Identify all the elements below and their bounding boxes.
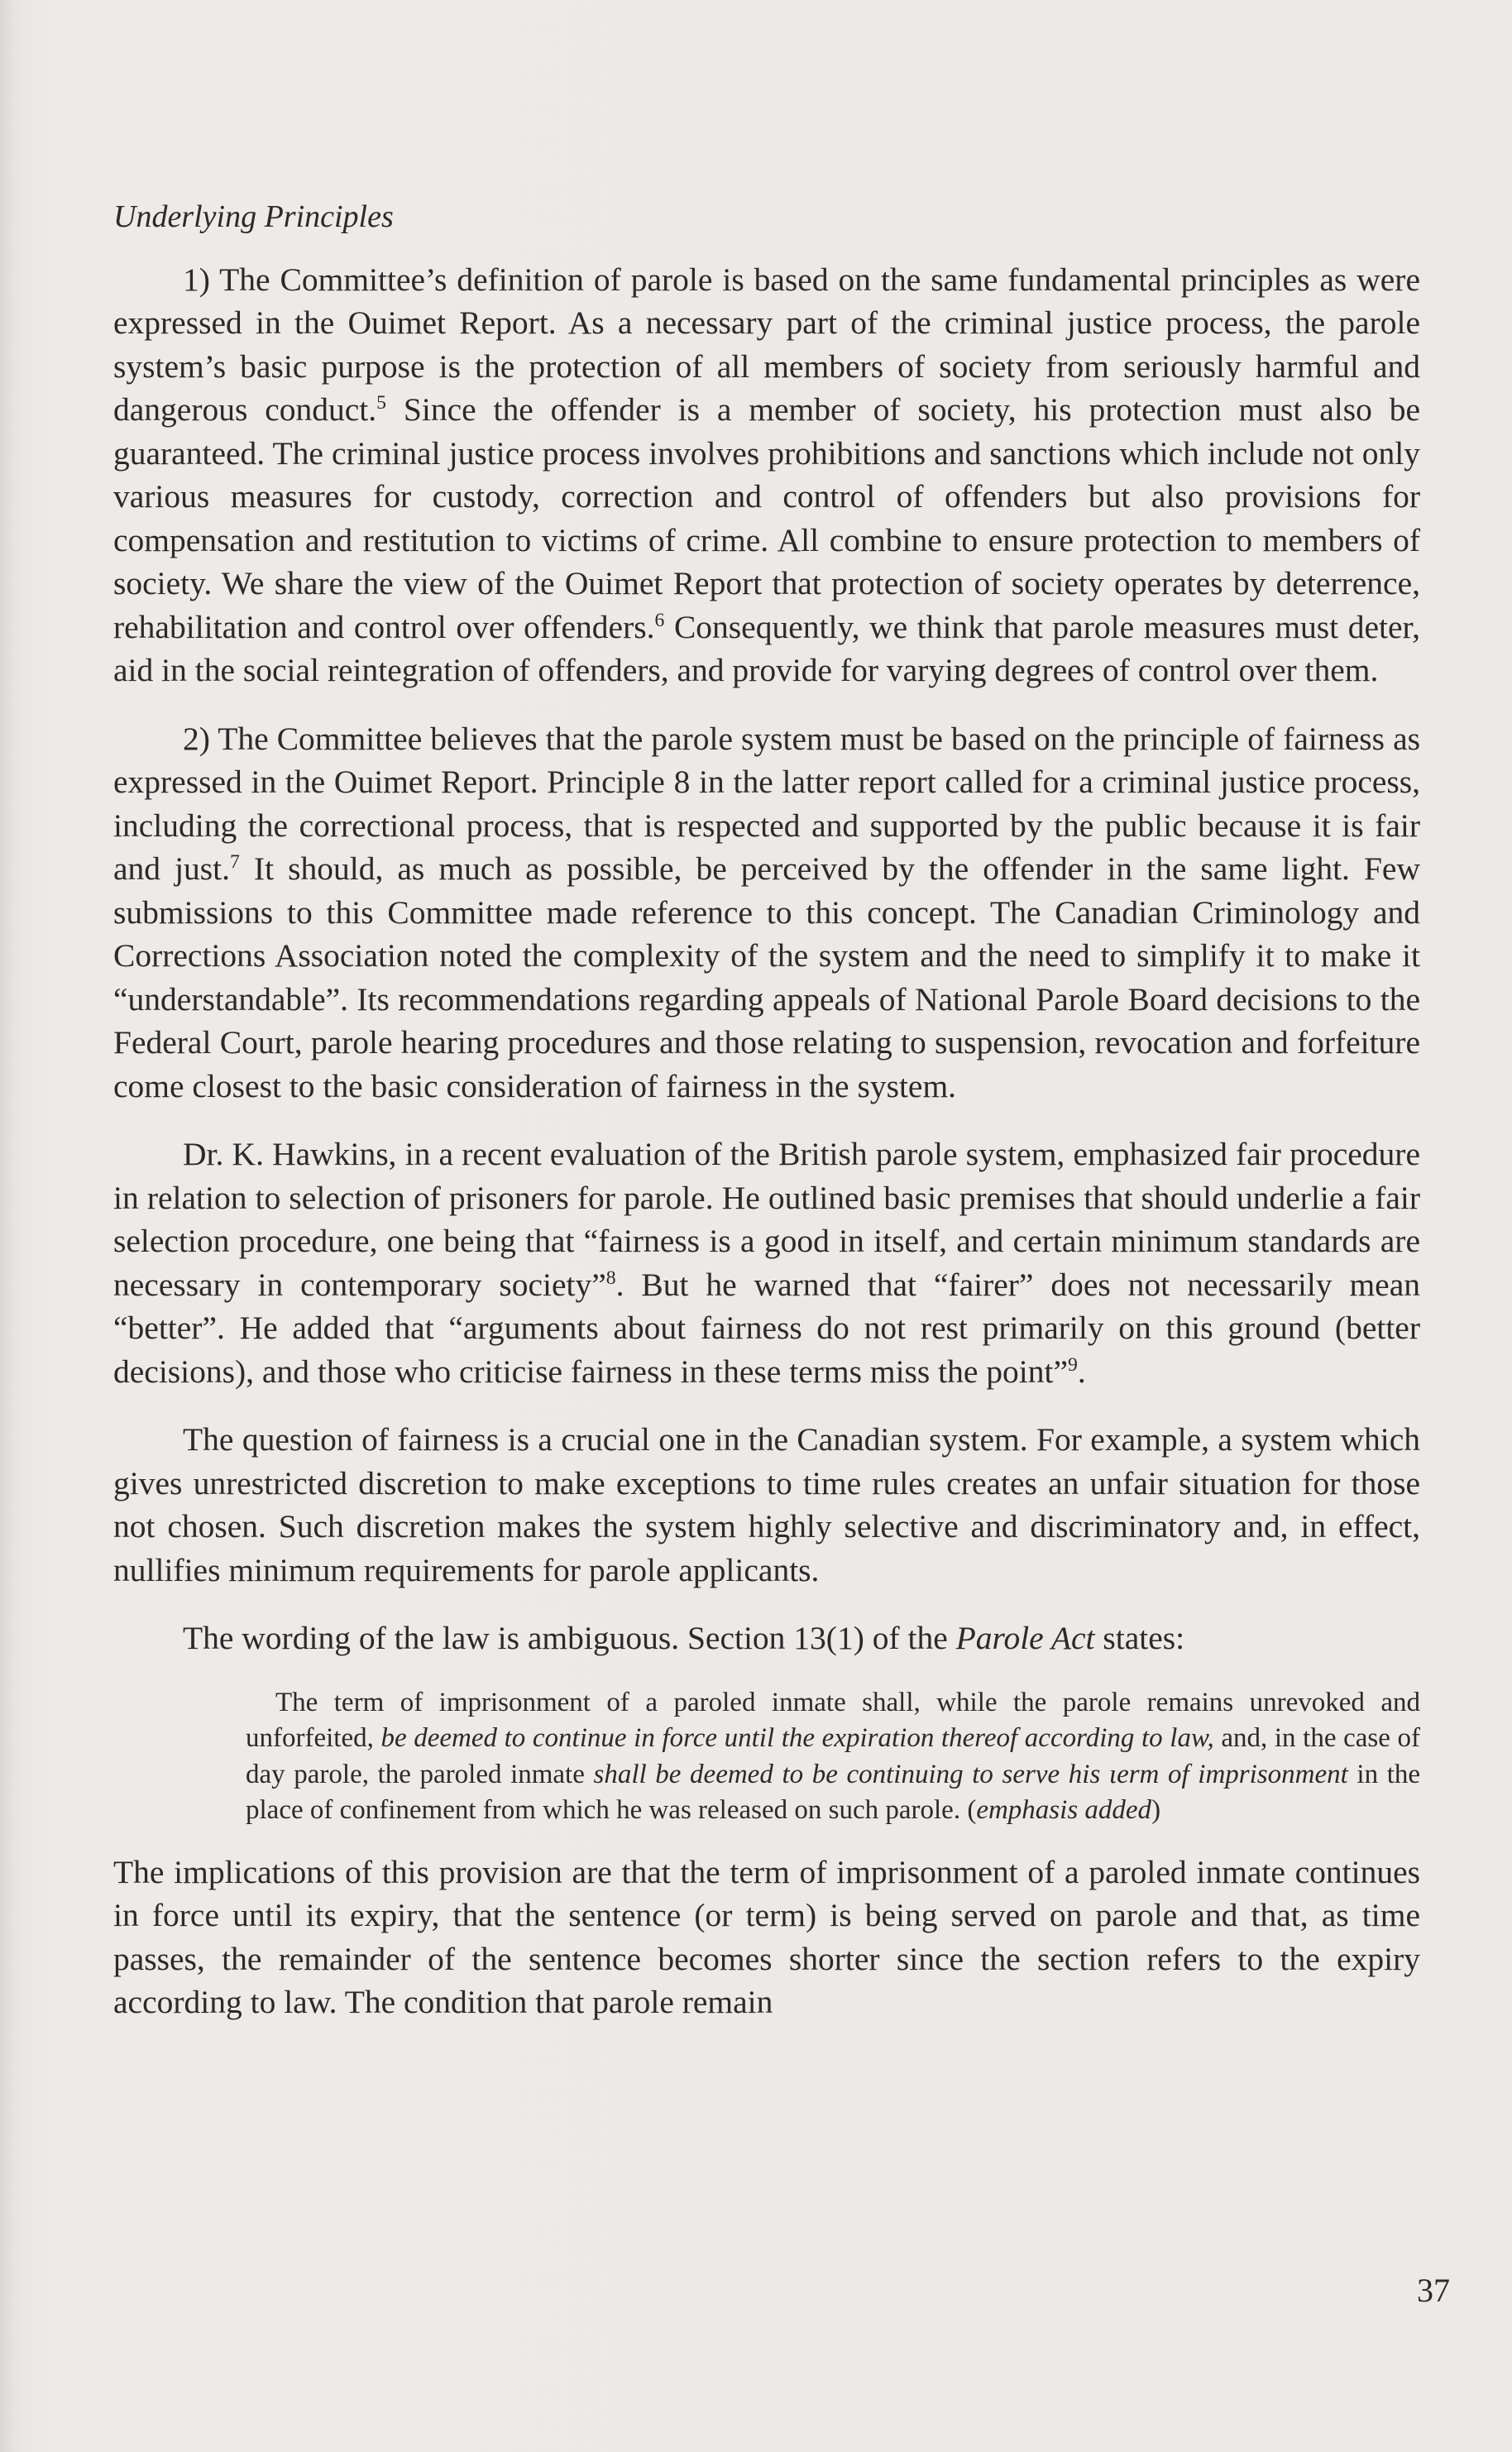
paragraph-text: Dr. K. Hawkins, in a recent evaluation of the British parole system, emphasized fair procedure in relation to selection of prisoners for parole. He outlined basic premises that should underlie a fair selection procedure, one being that “fairness is a good in itself, and certain minimum standards are necessary in contemporary society” xyxy=(113,1136,1420,1303)
paragraph-text: . xyxy=(1077,1353,1086,1390)
paragraph-text: . But he warned that “fairer” does not necessarily mean “better”. He added that “arguments about fairness do not rest primarily on this ground (better decisions), and those who criticise fairness in these terms miss the point” xyxy=(113,1266,1420,1390)
paragraph-text: states: xyxy=(1094,1620,1185,1657)
paragraph-text: The wording of the law is ambiguous. Section 13(1) of the xyxy=(183,1620,956,1657)
paragraph-3 xyxy=(113,1133,1420,1393)
footnote-ref: 8 xyxy=(605,1267,616,1289)
quote-text: in the place of confinement from which he was released on such parole. ( xyxy=(246,1759,1421,1826)
act-title: Parole Act xyxy=(955,1620,1095,1657)
paragraph-text: 2) The Committee believes that the parole system must be based on the principle of fairness as expressed in the Ouimet Report. Principle 8 in the latter report called for a criminal justice process, including the correctional process, that is respected and supported by the public because it is fair and just. xyxy=(113,720,1420,888)
paragraph-6: The implications of this provision are that the term of imprisonment of a paroled inmate continues in force until its expiry, that the sentence (or term) is being served on parole and that, as time passes, the remainder of the sentence becomes shorter since the section refers to the expiry according to law. The condition that parole remain xyxy=(113,1853,1420,2021)
quote-emphasis: be deemed to continue in force until the expiration thereof according to law, xyxy=(380,1723,1214,1754)
paragraph-text: It should, as much as possible, be perceived by the offender in the same light. Few submissions to this Committee made reference to this concept. The Canadian Criminology and Corrections Association noted the complexity of the system and the need to simplify it to make it “understandable”. Its recommendations regarding appeals of National Parole Board decisions to the Federal Court, parole hearing procedures and those relating to suspension, revocation and forfeiture come closest to the basic consideration of fairness in the system. xyxy=(113,850,1420,1104)
footnote-ref: 6 xyxy=(654,609,665,631)
paragraph-1 xyxy=(113,258,1420,692)
paragraph-text: 1) The Committee’s definition of parole is based on the same fundamental principles as were expressed in the Ouimet Report. As a necessary part of the criminal justice process, the parole system’s basic purpose is the protection of all members of society from seriously harmful and dangerous conduct. xyxy=(113,261,1420,429)
footnote-ref: 7 xyxy=(230,850,240,873)
quote-text: ) xyxy=(1151,1795,1161,1826)
page-number: 37 xyxy=(1417,2272,1450,2309)
quote-emphasis: shall be deemed to be continuing to serve his ιerm of imprisonment xyxy=(593,1759,1348,1789)
block-quote xyxy=(246,1685,1420,1829)
footnote-ref: 9 xyxy=(1068,1353,1078,1376)
paragraph-text: Consequently, we think that parole measures must deter, aid in the social reintegration of offenders, and provide for varying degrees of control over them. xyxy=(113,608,1420,689)
quote-text: The term of imprisonment of a paroled inmate shall, while the parole remains unrevoked and unforfeited, xyxy=(246,1687,1420,1754)
paragraph-4: The question of fairness is a crucial one in the Canadian system. For example, a system which gives unrestricted discretion to make exceptions to time rules creates an unfair situation for those not chosen. Such discretion makes the system highly selective and discriminatory and, in effect, nullifies minimum requirements for parole applicants. xyxy=(113,1421,1420,1588)
text-column xyxy=(113,199,1420,2049)
quote-text: and, in the case of day parole, the paroled inmate xyxy=(246,1723,1420,1789)
paragraph-text: Since the offender is a member of society, his protection must also be guaranteed. The criminal justice process involves prohibitions and sanctions which include not only various measures for custody, correction and control of offenders but also provisions for compensation and restitution to victims of crime. All combine to ensure protection to members of society. We share the view of the Ouimet Report that protection of society operates by deterrence, rehabilitation and control over offenders. xyxy=(113,391,1420,645)
paragraph-2 xyxy=(113,717,1420,1109)
quote-emphasis: emphasis added xyxy=(976,1795,1152,1826)
footnote-ref: 5 xyxy=(376,391,386,414)
paragraph-5 xyxy=(113,1616,1420,1660)
section-heading: Underlying Principles xyxy=(113,199,394,234)
